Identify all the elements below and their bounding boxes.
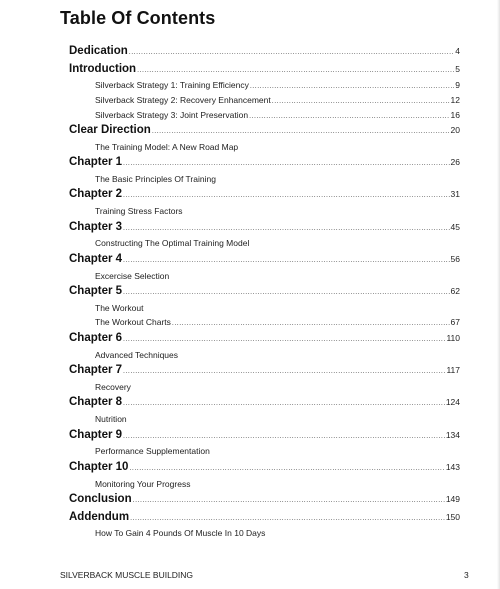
- toc-entry-label: Chapter 10: [69, 461, 129, 473]
- toc-subentry: [95, 142, 238, 152]
- toc-page-number: 9: [455, 80, 460, 90]
- dot-leader: [123, 289, 449, 296]
- footer-book-title: SILVERBACK MUSCLE BUILDING: [60, 570, 194, 580]
- toc-subentry-label: Performance Supplementation: [95, 446, 210, 456]
- toc-subentry: [95, 206, 183, 216]
- toc-subentry: [95, 414, 127, 424]
- dot-leader: [123, 192, 449, 199]
- toc-entry-label: Chapter 2: [69, 188, 123, 200]
- toc-subentry-label: Silverback Strategy 2: Recovery Enhancement: [95, 95, 271, 105]
- toc-subentry-label: The Training Model: A New Road Map: [95, 142, 239, 152]
- toc-entry-label: Chapter 6: [69, 332, 123, 344]
- toc-subentry-label: Silverback Strategy 1: Training Efficiency: [95, 80, 249, 90]
- toc-entry-label: Conclusion: [69, 493, 132, 505]
- dot-leader: [129, 465, 444, 472]
- toc-entry-chapter-2: [69, 188, 460, 200]
- toc-page-number: 5: [455, 64, 460, 74]
- toc-page-number: 45: [450, 222, 460, 232]
- dot-leader: [137, 67, 454, 74]
- toc-subentry: [95, 350, 178, 360]
- toc-subentry: [95, 303, 144, 313]
- toc-subentry-label: Monitoring Your Progress: [95, 479, 191, 489]
- toc-subentry: [95, 271, 169, 281]
- toc-entry-chapter-10: [69, 461, 460, 473]
- toc-entry-chapter-1: [69, 156, 460, 168]
- toc-subentry-label: Recovery: [95, 382, 131, 392]
- toc-entry-label: Chapter 5: [69, 285, 123, 297]
- dot-leader: [272, 98, 450, 105]
- toc-subentry: [95, 382, 131, 392]
- toc-entry-chapter-3: [69, 221, 460, 233]
- toc-subentry-label: The Workout: [95, 303, 144, 313]
- dot-leader: [123, 225, 449, 232]
- toc-entry-addendum: [69, 511, 460, 523]
- toc-entry-label: Chapter 3: [69, 221, 123, 233]
- toc-page-number: 12: [450, 95, 460, 105]
- toc-entry-label: Clear Direction: [69, 124, 151, 136]
- toc-subentry: [95, 174, 216, 184]
- toc-entry-dedication: [69, 45, 460, 57]
- toc-page-number: 143: [445, 462, 460, 472]
- toc-page-number: 134: [445, 430, 460, 440]
- dot-leader: [129, 49, 454, 56]
- dot-leader: [250, 83, 454, 90]
- dot-leader: [123, 400, 445, 407]
- toc-entry-chapter-6: [69, 332, 460, 344]
- toc-entry-label: Chapter 9: [69, 429, 123, 441]
- toc-page-number: 4: [455, 46, 460, 56]
- toc-subentry: [95, 528, 265, 538]
- toc-subentry-label: Constructing The Optimal Training Model: [95, 238, 250, 248]
- toc-entry-label: Chapter 4: [69, 253, 123, 265]
- toc-subentry-label: Training Stress Factors: [95, 206, 183, 216]
- toc-page-number: 56: [450, 254, 460, 264]
- toc-entry-chapter-5: [69, 285, 460, 297]
- toc-subentry: [95, 238, 249, 248]
- dot-leader: [133, 497, 445, 504]
- toc-entry-conclusion: [69, 493, 460, 505]
- toc-page-number: 16: [450, 110, 460, 120]
- toc-subentry: [95, 317, 460, 327]
- page-title: Table Of Contents: [60, 8, 216, 28]
- toc-entry-clear-direction: [69, 124, 460, 136]
- toc-page-number: 149: [445, 494, 460, 504]
- toc-entry-label: Chapter 8: [69, 396, 123, 408]
- dot-leader: [249, 113, 449, 120]
- toc-subentry-label: How To Gain 4 Pounds Of Muscle In 10 Days: [95, 528, 266, 538]
- toc-subentry-label: Advanced Techniques: [95, 350, 179, 360]
- dot-leader: [123, 257, 449, 264]
- footer-page-number: 3: [464, 570, 469, 580]
- toc-page-number: 31: [450, 189, 460, 199]
- toc-subentry-label: The Workout Charts: [95, 317, 171, 327]
- toc-subentry-label: Excercise Selection: [95, 271, 170, 281]
- toc-page-number: 20: [450, 125, 460, 135]
- toc-entry-chapter-7: [69, 364, 460, 376]
- dot-leader: [123, 433, 445, 440]
- dot-leader: [152, 128, 450, 135]
- toc-page-number: 110: [446, 333, 460, 343]
- toc-entry-label: Dedication: [69, 45, 128, 57]
- dot-leader: [123, 160, 449, 167]
- toc-page-number: 150: [445, 512, 460, 522]
- toc-entry-label: Addendum: [69, 511, 130, 523]
- toc-entry-introduction: [69, 63, 460, 75]
- toc-subentry-label: The Basic Principles Of Training: [95, 174, 216, 184]
- toc-subentry: [95, 110, 460, 120]
- toc-subentry: [95, 479, 190, 489]
- toc-entry-chapter-8: [69, 396, 460, 408]
- toc-subentry: [95, 446, 210, 456]
- toc-page-number: 67: [450, 317, 460, 327]
- toc-page-number: 117: [446, 365, 460, 375]
- toc-entry-label: Introduction: [69, 63, 137, 75]
- toc-subentry-label: Silverback Strategy 3: Joint Preservation: [95, 110, 249, 120]
- toc-entry-chapter-4: [69, 253, 460, 265]
- dot-leader: [123, 336, 445, 343]
- dot-leader: [130, 515, 445, 522]
- toc-page-number: 62: [450, 286, 460, 296]
- toc-subentry: [95, 95, 460, 105]
- dot-leader: [172, 320, 450, 327]
- toc-page-number: 26: [450, 157, 460, 167]
- toc-page-number: 124: [445, 397, 460, 407]
- dot-leader: [123, 368, 445, 375]
- toc-subentry: [95, 80, 460, 90]
- toc-entry-chapter-9: [69, 429, 460, 441]
- toc-subentry-label: Nutrition: [95, 414, 127, 424]
- toc-entry-label: Chapter 1: [69, 156, 123, 168]
- toc-entry-label: Chapter 7: [69, 364, 123, 376]
